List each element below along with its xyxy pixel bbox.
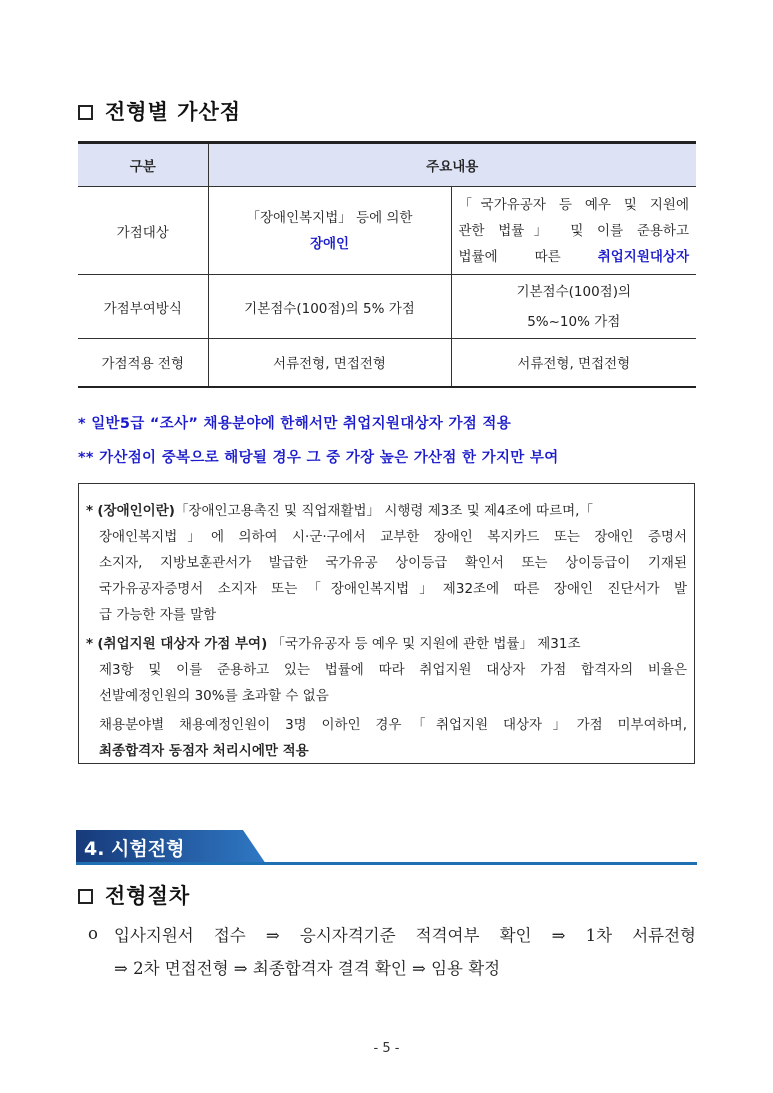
cell-text: 서류전형, 면접전형 bbox=[451, 339, 696, 387]
cell-text: 서류전형, 면접전형 bbox=[208, 339, 451, 387]
cell-text bbox=[453, 244, 696, 270]
table-row bbox=[78, 187, 696, 275]
bullet-star: * bbox=[86, 636, 94, 652]
table-row bbox=[78, 339, 696, 387]
banner-title: 4. 시험전형 bbox=[84, 838, 185, 860]
section-heading-procedure bbox=[78, 880, 190, 910]
row-label-applied: 가점적용 전형 bbox=[78, 339, 208, 387]
cell-text: 「장애인복지법」 등에 의한 bbox=[246, 209, 413, 226]
remark-p1-first-line bbox=[86, 499, 593, 519]
section-heading-text: 전형별 가산점 bbox=[105, 100, 242, 124]
checkbox-square-icon bbox=[78, 889, 93, 904]
cell-veterans bbox=[451, 187, 696, 275]
page-number: - 5 - bbox=[373, 1041, 400, 1056]
remark-text: 「장애인고용촉진 및 직업재활법」 시행령 제3조 및 제4조에 따르며,「 bbox=[174, 503, 593, 519]
cell-text: 기본점수(100점)의 bbox=[516, 283, 632, 300]
remark-text-bold: 최종합격자 동점자 처리시에만 적용 bbox=[99, 743, 309, 759]
section-heading-text: 전형절차 bbox=[105, 884, 191, 908]
remark-title-employment: (취업지원 대상자 가점 부여) bbox=[97, 636, 268, 652]
cell-text-emphasis: 장애인 bbox=[309, 235, 350, 252]
process-line-1: 입사지원서 접수 ⇒ 응시자격기준 적격여부 확인 ⇒ 1차 서류전형 bbox=[114, 926, 696, 945]
remark-text: 채용분야별 채용예정인원이 3명 이하인 경우「취업지원 대상자」가점 미부여하며, bbox=[99, 717, 687, 733]
cell-text: 기본점수(100점)의 5% 가점 bbox=[208, 275, 451, 339]
cell-text-prefix: 법률에 따른 bbox=[458, 248, 598, 265]
cell-disabled bbox=[208, 187, 451, 275]
remark-p2-first-line bbox=[86, 632, 581, 652]
cell-veterans-method bbox=[451, 275, 696, 339]
cell-text-emphasis: 취업지원대상자 bbox=[597, 248, 689, 265]
table-row bbox=[78, 275, 696, 339]
remark-text: 소지자, 지방보훈관서가 발급한 국가유공 상이등급 확인서 또는 상이등급이 기재된 bbox=[99, 555, 687, 571]
remark-text: 장애인복지법」에 의하여 시·군·구에서 교부한 장애인 복지카드 또는 장애인 증명서 bbox=[99, 529, 687, 545]
table-header-category: 구분 bbox=[78, 143, 208, 187]
section-heading-bonus bbox=[78, 96, 241, 126]
remark-box bbox=[78, 483, 695, 764]
bullet-star: * bbox=[86, 503, 94, 519]
cell-text: 「국가유공자 등 예우 및 지원에 bbox=[458, 196, 689, 213]
process-bullet: o bbox=[88, 924, 98, 943]
remark-text: 국가유공자증명서 소지자 또는「장애인복지법」제32조에 따른 장애인 진단서가 발 bbox=[99, 581, 687, 597]
process-line-2: ⇒ 2차 면접전형 ⇒ 최종합격자 결격 확인 ⇒ 임용 확정 bbox=[114, 959, 501, 978]
remark-text: 제3항 및 이를 준용하고 있는 법률에 따라 취업지원 대상자 가점 합격자의 비율은 bbox=[99, 662, 687, 678]
note-1: * 일반5급 “조사” 채용분야에 한해서만 취업지원대상자 가점 적용 bbox=[78, 416, 512, 432]
remark-title-disabled: (장애인이란) bbox=[97, 503, 175, 519]
row-label-method: 가점부여방식 bbox=[78, 275, 208, 339]
table-header-content: 주요내용 bbox=[208, 143, 696, 187]
table-header-row bbox=[78, 143, 696, 187]
note-2: ** 가산점이 중복으로 해당될 경우 그 중 가장 높은 가산점 한 가지만 부여 bbox=[78, 450, 559, 466]
remark-text: 급 가능한 자를 말함 bbox=[99, 607, 217, 623]
remark-text: 「국가유공자 등 예우 및 지원에 관한 법률」 제31조 bbox=[271, 636, 581, 652]
cell-text: 관한 법률」 및 이를 준용하고 bbox=[458, 222, 689, 239]
row-label-target: 가점대상 bbox=[78, 187, 208, 275]
cell-text: 5%~10% 가점 bbox=[527, 313, 621, 330]
bonus-points-table bbox=[78, 141, 696, 388]
checkbox-square-icon bbox=[78, 105, 93, 120]
banner-underline bbox=[76, 862, 697, 865]
remark-text: 선발예정인원의 30%를 초과할 수 없음 bbox=[99, 688, 329, 704]
